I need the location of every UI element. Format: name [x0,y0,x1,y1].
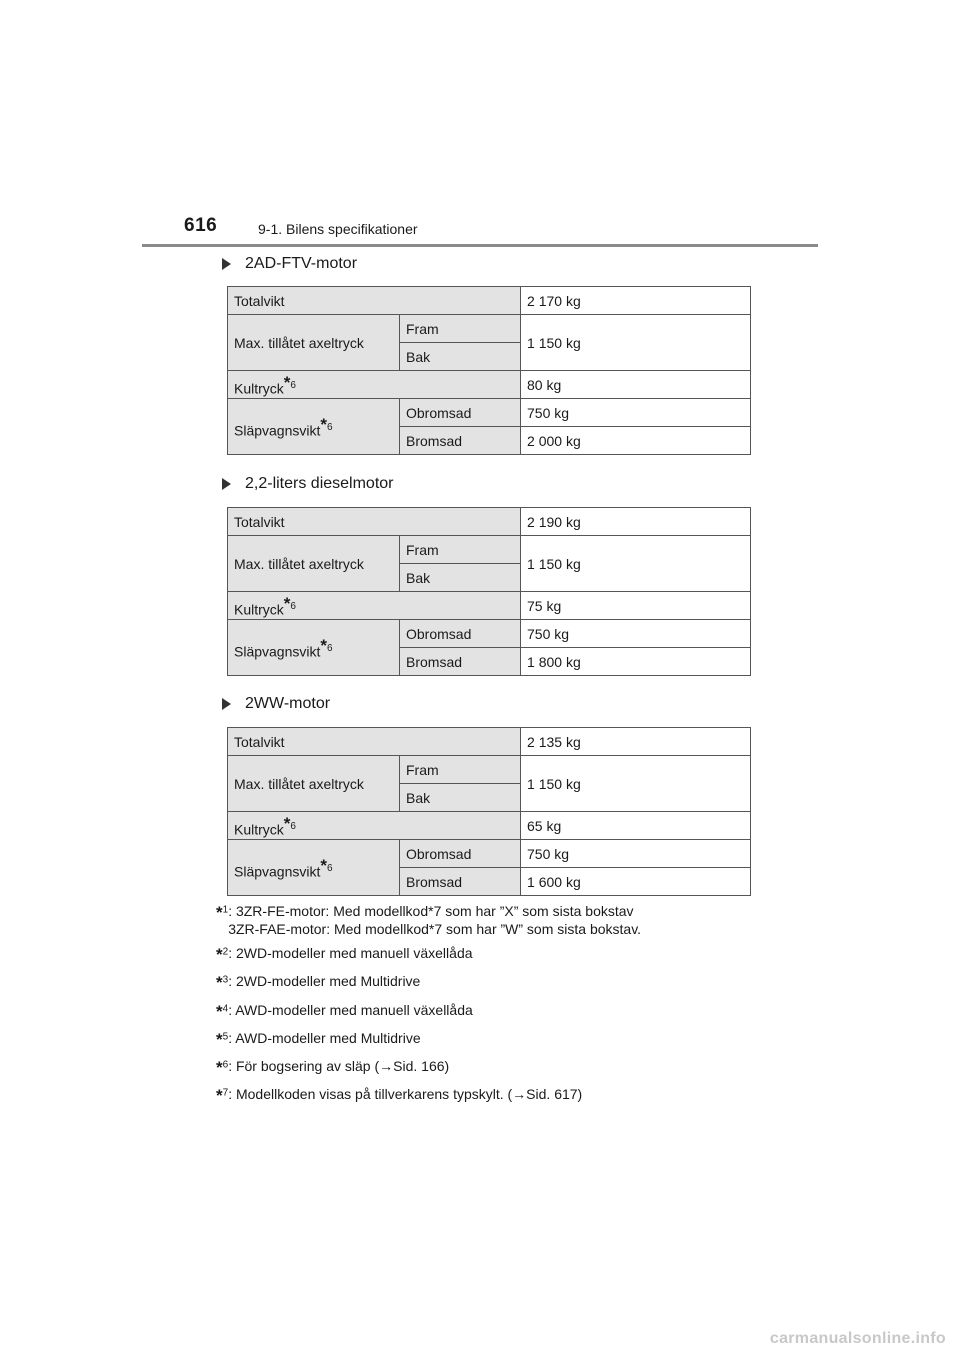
footnote: *$^7$ : Modellkoden visas på tillverkarens typskylt. (→Sid. 617) [216,1085,583,1105]
slapvagnsvikt-label: Släpvagnsvikt$^{*6}$ [228,399,400,455]
watermark: carmanualsonline.info [769,1330,946,1347]
axle-rear-label: Bak [400,343,521,371]
spec-table-1 [227,286,751,455]
totalvikt-value: 2 135 kg [521,728,751,756]
arrow-right-icon [222,698,231,710]
footnote: *$^4$ : AWD-modeller med manuell växellåda [216,1001,473,1021]
bromsad-value: 2 000 kg [521,427,751,455]
block-heading-label: 2AD-FTV-motor [245,255,358,272]
section-title: 9-1. Bilens specifikationer [258,221,418,237]
footnote: *$^1$ : 3ZR-FE-motor: Med modellkod*7 som har ”X” som sista bokstav 3ZR-FAE-motor: Med modellkod*7 som har ”W” som sista bokstav. [216,903,642,938]
bromsad-value: 1 600 kg [521,868,751,896]
block-heading-3 [218,695,330,713]
table-row [228,812,751,840]
table-row [228,508,751,536]
axle-rear-label: Bak [400,784,521,812]
bromsad-label: Bromsad [400,648,521,676]
table-row [228,592,751,620]
slapvagnsvikt-label: Släpvagnsvikt$^{*6}$ [228,620,400,676]
axle-value: 1 150 kg [521,315,751,371]
block-heading-label: 2WW-motor [245,695,331,712]
footnote: *$^5$ : AWD-modeller med Multidrive [216,1029,421,1049]
footnote: *$^6$ : För bogsering av släp (→Sid. 166) [216,1057,450,1077]
table-row [228,840,751,868]
obromsad-value: 750 kg [521,840,751,868]
block-heading-1 [218,255,357,273]
table-row [228,399,751,427]
arrow-right-icon [222,258,231,270]
slapvagnsvikt-label: Släpvagnsvikt$^{*6}$ [228,840,400,896]
obromsad-label: Obromsad [400,620,521,648]
axle-value: 1 150 kg [521,536,751,592]
table-row [228,371,751,399]
spec-table-2 [227,507,751,676]
footnote: *$^3$ : 2WD-modeller med Multidrive [216,973,421,993]
kultryck-value: 80 kg [521,371,751,399]
table-row [228,756,751,784]
table-row [228,315,751,343]
totalvikt-value: 2 190 kg [521,508,751,536]
axle-front-label: Fram [400,756,521,784]
obromsad-value: 750 kg [521,399,751,427]
block-heading-label: 2,2-liters dieselmotor [245,475,394,492]
kultryck-label: Kultryck$^{*6}$ [228,592,521,620]
axle-label: Max. tillåtet axeltryck [228,315,400,371]
bromsad-value: 1 800 kg [521,648,751,676]
page-number: 616 [184,215,218,236]
bromsad-label: Bromsad [400,868,521,896]
bromsad-label: Bromsad [400,427,521,455]
kultryck-label: Kultryck$^{*6}$ [228,812,521,840]
obromsad-label: Obromsad [400,840,521,868]
totalvikt-label: Totalvikt [228,728,521,756]
spec-table-3 [227,727,751,896]
obromsad-label: Obromsad [400,399,521,427]
axle-value: 1 150 kg [521,756,751,812]
table-row [228,536,751,564]
table-row [228,728,751,756]
block-heading-2 [218,475,394,493]
axle-label: Max. tillåtet axeltryck [228,536,400,592]
table-row [228,620,751,648]
kultryck-value: 65 kg [521,812,751,840]
footnotes [216,902,776,1113]
footnote: *$^2$ : 2WD-modeller med manuell växellåda [216,945,473,965]
axle-rear-label: Bak [400,564,521,592]
kultryck-label: Kultryck$^{*6}$ [228,371,521,399]
axle-front-label: Fram [400,315,521,343]
kultryck-value: 75 kg [521,592,751,620]
axle-front-label: Fram [400,536,521,564]
totalvikt-label: Totalvikt [228,287,521,315]
obromsad-value: 750 kg [521,620,751,648]
header-rule [142,244,818,247]
totalvikt-label: Totalvikt [228,508,521,536]
arrow-right-icon [222,478,231,490]
totalvikt-value: 2 170 kg [521,287,751,315]
table-row [228,287,751,315]
axle-label: Max. tillåtet axeltryck [228,756,400,812]
